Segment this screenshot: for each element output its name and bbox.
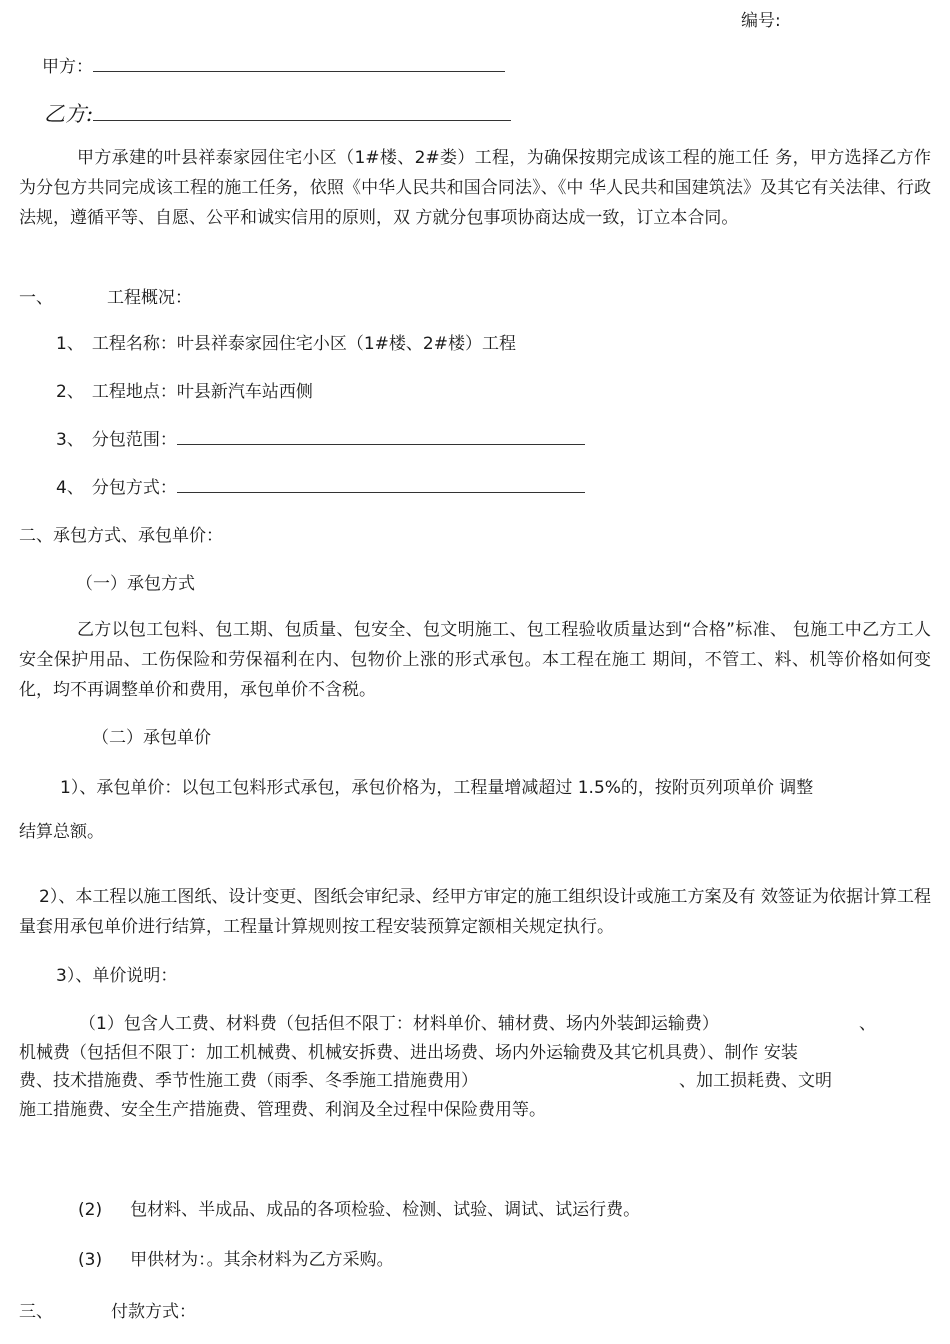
price-item-3-title: 3）、单价说明： (56, 966, 178, 986)
item-text: 分包方式： (91, 478, 177, 498)
price-item-1-line-2: 结算总额。 (19, 822, 104, 842)
note-1-line-3: 费、技术措施费、季节性施工费（雨季、冬季施工措施费用） (19, 1071, 478, 1091)
item-text: 工程名称：叶县祥泰家园住宅小区（1#楼、2#楼）工程 (91, 334, 516, 354)
list-item (56, 329, 516, 354)
subsection-2-title: （二）承包单价 (92, 728, 211, 748)
party-b-label: 乙方: (44, 102, 94, 126)
note-number: (2) (78, 1200, 103, 1220)
note-1-line-3-tail: 、加工损耗费、文明 (679, 1071, 832, 1091)
party-b-blank-line (93, 119, 511, 121)
note-number: (3) (78, 1250, 103, 1270)
party-a-row (42, 52, 505, 77)
item-number: 2、 (56, 382, 84, 402)
subsection-1-title: （一）承包方式 (76, 574, 195, 594)
item-number: 4、 (56, 478, 84, 498)
item-text: 分包范围： (91, 430, 177, 450)
blank-line (177, 443, 585, 445)
list-item (56, 473, 585, 498)
note-text: 包材料、半成品、成品的各项检验、检测、试验、调试、试运行费。 (130, 1200, 641, 1220)
section-3-title: 付款方式： (111, 1302, 196, 1322)
party-b-row (44, 98, 511, 128)
section-1-number: 一、 (19, 288, 53, 308)
section-1-heading (19, 283, 192, 308)
item-number: 3、 (56, 430, 84, 450)
party-a-label: 甲方： (42, 57, 93, 77)
note-text: 甲供材为：。其余材料为乙方采购。 (130, 1250, 394, 1270)
section-2-heading: 二、承包方式、承包单价： (19, 526, 223, 546)
section-3-heading (19, 1297, 196, 1322)
note-1-line-2: 机械费（包括但不限丁：加工机械费、机械安拆费、进出场费、场内外运输费及其它机具费）、制作 安装 (19, 1043, 798, 1063)
section-3-number: 三、 (19, 1302, 53, 1322)
list-item (56, 377, 313, 402)
blank-line (177, 491, 585, 493)
note-3 (78, 1245, 394, 1270)
note-1-line-4: 施工措施费、安全生产措施费、管理费、利润及全过程中保险费用等。 (19, 1100, 546, 1120)
item-number: 1、 (56, 334, 84, 354)
price-item-1-line-1: 1）、承包单价：以包工包料形式承包，承包价格为，工程量增减超过 1.5%的，按附页列项单价 调整 (60, 778, 814, 798)
note-1-line-1-tail: 、 (859, 1014, 876, 1034)
party-a-blank-line (93, 70, 505, 72)
intro-paragraph: 甲方承建的叶县祥泰家园住宅小区（1#楼、2#娄）工程，为确保按期完成该工程的施工任 务，甲方选择乙方作为分包方共同完成该工程的施工任务，依照《中华人民共和国合同法》、《中 华人民共和国建筑法》及其它有关法律、行政法规，遵循平等、自愿、公平和诚实信用的原则，双 方就分包事项协商达成一致，订立本合同。 (19, 148, 931, 228)
item-text: 工程地点：叶县新汽车站西侧 (91, 382, 313, 402)
note-2 (78, 1195, 640, 1220)
note-1-line-1: （1）包含人工费、材料费（包括但不限丁：材料单价、辅材费、场内外装卸运输费） (79, 1014, 719, 1034)
list-item (56, 425, 585, 450)
price-item-2-paragraph: 2）、本工程以施工图纸、设计变更、图纸会审纪录、经甲方审定的施工组织设计或施工方案及有 效签证为依据计算工程量套用承包单价进行结算，工程量计算规则按工程安装预算定额相关规定执行。 (19, 887, 931, 937)
document-number-label: 编号: (741, 11, 781, 31)
section-1-title: 工程概况： (107, 288, 192, 308)
subsection-1-paragraph: 乙方以包工包料、包工期、包质量、包安全、包文明施工、包工程验收质量达到“合格”标准、 包施工中乙方工人安全保护用品、工伤保险和劳保福利在内、包物价上涨的形式承包。本工程在施工 期间，不管工、料、机等价格如何变化，均不再调整单价和费用，承包单价不含税。 (19, 620, 931, 700)
